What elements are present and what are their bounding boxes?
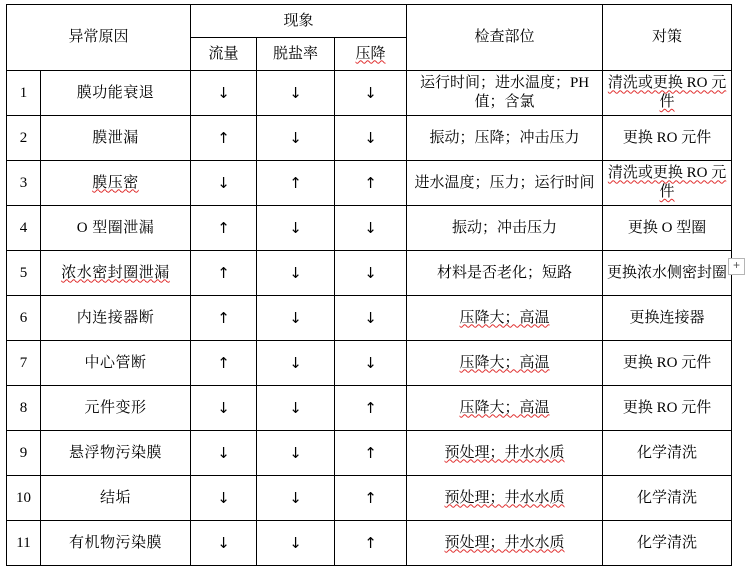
- row-countermeasure: 更换 RO 元件: [603, 116, 732, 161]
- row-flow-arrow: ↑: [191, 341, 257, 386]
- table-row: [7, 476, 732, 521]
- row-cause: 中心管断: [41, 341, 191, 386]
- header-cause: 异常原因: [7, 5, 191, 71]
- row-countermeasure: 化学清洗: [603, 521, 732, 566]
- row-check-part: 压降大；高温: [407, 296, 603, 341]
- row-countermeasure: 更换浓水侧密封圈: [603, 251, 732, 296]
- row-pressure-arrow: ↓: [335, 71, 407, 116]
- header-countermeasure: 对策: [603, 5, 732, 71]
- row-salt-arrow: ↓: [257, 251, 335, 296]
- row-countermeasure: 化学清洗: [603, 431, 732, 476]
- row-pressure-arrow: ↑: [335, 521, 407, 566]
- row-pressure-arrow: ↓: [335, 116, 407, 161]
- row-cause: 结垢: [41, 476, 191, 521]
- row-flow-arrow: ↑: [191, 251, 257, 296]
- row-index: 9: [7, 431, 41, 476]
- row-countermeasure: 清洗或更换 RO 元件: [603, 161, 732, 206]
- row-check-part: 预处理；井水水质: [407, 476, 603, 521]
- row-pressure-arrow: ↓: [335, 251, 407, 296]
- row-index: 11: [7, 521, 41, 566]
- header-check-part: 检查部位: [407, 5, 603, 71]
- row-salt-arrow: ↓: [257, 341, 335, 386]
- row-salt-arrow: ↑: [257, 161, 335, 206]
- fault-diagnosis-table: [6, 4, 732, 566]
- header-pressure-drop: 压降: [335, 38, 407, 71]
- row-salt-arrow: ↓: [257, 206, 335, 251]
- row-pressure-arrow: ↓: [335, 296, 407, 341]
- row-flow-arrow: ↓: [191, 476, 257, 521]
- row-cause: 内连接器断: [41, 296, 191, 341]
- row-cause: 膜压密: [41, 161, 191, 206]
- row-index: 6: [7, 296, 41, 341]
- row-check-part: 预处理；井水水质: [407, 521, 603, 566]
- row-cause: O 型圈泄漏: [41, 206, 191, 251]
- row-index: 1: [7, 71, 41, 116]
- row-index: 4: [7, 206, 41, 251]
- header-phenomenon: 现象: [191, 5, 407, 38]
- table-row: [7, 71, 732, 116]
- table-row: [7, 206, 732, 251]
- table-row: [7, 386, 732, 431]
- row-flow-arrow: ↑: [191, 296, 257, 341]
- row-salt-arrow: ↓: [257, 116, 335, 161]
- row-salt-arrow: ↓: [257, 296, 335, 341]
- row-cause: 悬浮物污染膜: [41, 431, 191, 476]
- row-flow-arrow: ↓: [191, 161, 257, 206]
- row-flow-arrow: ↓: [191, 386, 257, 431]
- row-check-part: 进水温度；压力；运行时间: [407, 161, 603, 206]
- row-cause: 有机物污染膜: [41, 521, 191, 566]
- expand-plus-icon[interactable]: +: [728, 258, 745, 275]
- row-salt-arrow: ↓: [257, 386, 335, 431]
- row-index: 7: [7, 341, 41, 386]
- table-header-row-1: [7, 5, 732, 38]
- row-check-part: 运行时间；进水温度；PH 值；含氯: [407, 71, 603, 116]
- row-index: 8: [7, 386, 41, 431]
- table-row: [7, 116, 732, 161]
- row-flow-arrow: ↑: [191, 116, 257, 161]
- row-index: 10: [7, 476, 41, 521]
- row-check-part: 压降大；高温: [407, 341, 603, 386]
- row-pressure-arrow: ↑: [335, 161, 407, 206]
- table-row: [7, 296, 732, 341]
- row-countermeasure: 更换 RO 元件: [603, 341, 732, 386]
- row-cause: 膜泄漏: [41, 116, 191, 161]
- row-countermeasure: 更换连接器: [603, 296, 732, 341]
- row-check-part: 压降大；高温: [407, 386, 603, 431]
- row-countermeasure: 化学清洗: [603, 476, 732, 521]
- row-countermeasure: 清洗或更换 RO 元件: [603, 71, 732, 116]
- row-check-part: 预处理；井水水质: [407, 431, 603, 476]
- row-salt-arrow: ↓: [257, 476, 335, 521]
- table-row: [7, 341, 732, 386]
- row-flow-arrow: ↓: [191, 431, 257, 476]
- row-countermeasure: 更换 RO 元件: [603, 386, 732, 431]
- row-flow-arrow: ↑: [191, 206, 257, 251]
- row-index: 3: [7, 161, 41, 206]
- row-pressure-arrow: ↓: [335, 206, 407, 251]
- row-index: 5: [7, 251, 41, 296]
- row-cause: 浓水密封圈泄漏: [41, 251, 191, 296]
- row-pressure-arrow: ↑: [335, 431, 407, 476]
- row-check-part: 振动；压降；冲击压力: [407, 116, 603, 161]
- table-row: [7, 251, 732, 296]
- row-flow-arrow: ↓: [191, 521, 257, 566]
- row-index: 2: [7, 116, 41, 161]
- table-row: [7, 161, 732, 206]
- header-flow: 流量: [191, 38, 257, 71]
- row-flow-arrow: ↓: [191, 71, 257, 116]
- row-pressure-arrow: ↑: [335, 386, 407, 431]
- row-salt-arrow: ↓: [257, 431, 335, 476]
- row-pressure-arrow: ↑: [335, 476, 407, 521]
- row-check-part: 振动；冲击压力: [407, 206, 603, 251]
- row-check-part: 材料是否老化；短路: [407, 251, 603, 296]
- table-row: [7, 431, 732, 476]
- row-cause: 元件变形: [41, 386, 191, 431]
- row-pressure-arrow: ↓: [335, 341, 407, 386]
- row-salt-arrow: ↓: [257, 71, 335, 116]
- row-countermeasure: 更换 O 型圈: [603, 206, 732, 251]
- row-cause: 膜功能衰退: [41, 71, 191, 116]
- header-salt-rejection: 脱盐率: [257, 38, 335, 71]
- row-salt-arrow: ↓: [257, 521, 335, 566]
- table-row: [7, 521, 732, 566]
